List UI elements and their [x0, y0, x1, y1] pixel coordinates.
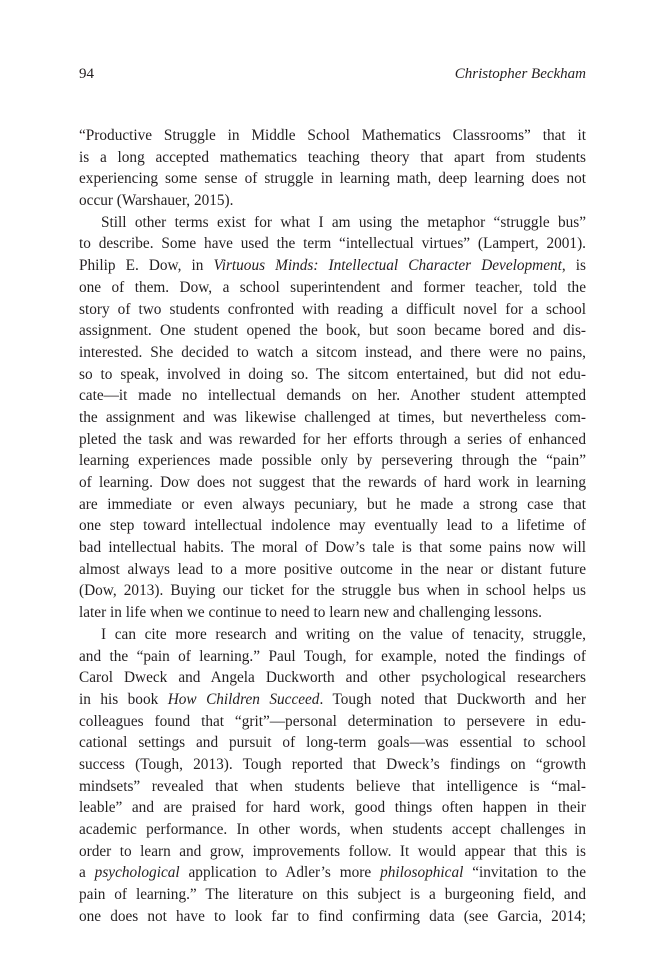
text-line: “Productive Struggle in Middle School Mathematics Classrooms” that it — [79, 127, 586, 144]
text-line: and the “pain of learning.” Paul Tough, for example, noted the findings of — [79, 647, 586, 665]
text-run: Philip E. Dow, in — [79, 257, 214, 275]
text-line — [79, 689, 586, 711]
text-line: mindsets” revealed that when students believe that intelligence is “mal- — [79, 777, 586, 795]
italic-text: Virtuous Minds: Intellectual Character Development — [213, 257, 562, 275]
text-line: academic performance. In other words, when students accept challenges in — [79, 821, 586, 838]
text-line: pain of learning.” The literature on this subject is a burgeoning field, and — [79, 886, 586, 904]
page-number: 94 — [79, 66, 94, 82]
text-line: one of them. Dow, a school superintendent and former teacher, told the — [79, 278, 586, 296]
text-line: to describe. Some have used the term “intellectual virtues” (Lampert, 2001). — [79, 235, 586, 253]
italic-text: How Children Succeed — [167, 690, 320, 708]
text-line: occur (Warshauer, 2015). — [79, 192, 234, 210]
text-line: cational settings and pursuit of long-term goals—was essential to school — [79, 734, 586, 752]
text-line: learning experiences made possible only by persevering through the “pain” — [79, 452, 586, 470]
text-line: later in life when we continue to need to learn new and challenging lessons. — [79, 604, 543, 622]
text-line: pleted the task and was rewarded for her efforts through a series of enhanced — [79, 430, 586, 448]
text-line: Still other terms exist for what I am using the metaphor “struggle bus” — [101, 213, 586, 231]
text-line: story of two students confronted with reading a difficult novel for a school — [79, 300, 586, 318]
text-line: leable” and are praised for hard work, good things often happen in their — [79, 799, 586, 817]
text-line: so to speak, involved in doing so. The sitcom entertained, but did not edu- — [79, 365, 586, 383]
text-line: of learning. Dow does not suggest that the rewards of hard work in learning — [79, 474, 586, 491]
text-line: colleagues found that “grit”—personal determination to persevere in edu- — [79, 712, 586, 730]
text-line — [79, 255, 586, 277]
text-line: Carol Dweck and Angela Duckworth and other psychological researchers — [79, 669, 586, 687]
text-line — [79, 862, 586, 884]
text-line: order to learn and grow, improvements follow. It would appear that this is — [79, 842, 586, 860]
text-line: is a long accepted mathematics teaching theory that apart from students — [79, 148, 586, 166]
page-header — [79, 63, 586, 85]
text-line: assignment. One student opened the book, but soon became bored and dis- — [79, 322, 586, 340]
text-line: (Dow, 2013). Buying our ticket for the struggle bus when in school helps us — [79, 582, 586, 600]
text-run: application to Adler’s more — [179, 864, 381, 882]
text-line: one step toward intellectual indolence may eventually lead to a lifetime of — [79, 517, 586, 535]
text-line: are immediate or even always pecuniary, but he made a strong case that — [79, 495, 586, 513]
running-head-author: Christopher Beckham — [454, 66, 586, 82]
text-line: bad intellectual habits. The moral of Dow’s tale is that some pains now will — [79, 539, 586, 557]
italic-text: psychological — [94, 864, 180, 882]
text-run: “invitation to the — [463, 864, 586, 882]
text-line: success (Tough, 2013). Tough reported that Dweck’s findings on “growth — [79, 755, 586, 773]
text-run: . Tough noted that Duckworth and her — [319, 690, 586, 708]
text-run: in his book — [79, 690, 168, 708]
text-run: , is — [561, 257, 587, 275]
italic-text: philosophical — [380, 864, 464, 882]
text-line: experiencing some sense of struggle in learning math, deep learning does not — [79, 170, 586, 188]
text-line: almost always lead to a more positive outcome in the near or distant future — [79, 560, 586, 578]
text-line: one does not have to look far to find confirming data (see Garcia, 2014; — [79, 907, 586, 925]
text-line: interested. She decided to watch a sitcom instead, and there were no pains, — [79, 343, 586, 361]
body-text — [79, 125, 586, 927]
text-run: a — [79, 864, 95, 882]
text-line: the assignment and was likewise challenged at times, but nevertheless com- — [79, 408, 586, 426]
text-line: cate—it made no intellectual demands on her. Another student attempted — [79, 387, 586, 405]
text-line: I can cite more research and writing on the value of tenacity, struggle, — [101, 625, 586, 643]
